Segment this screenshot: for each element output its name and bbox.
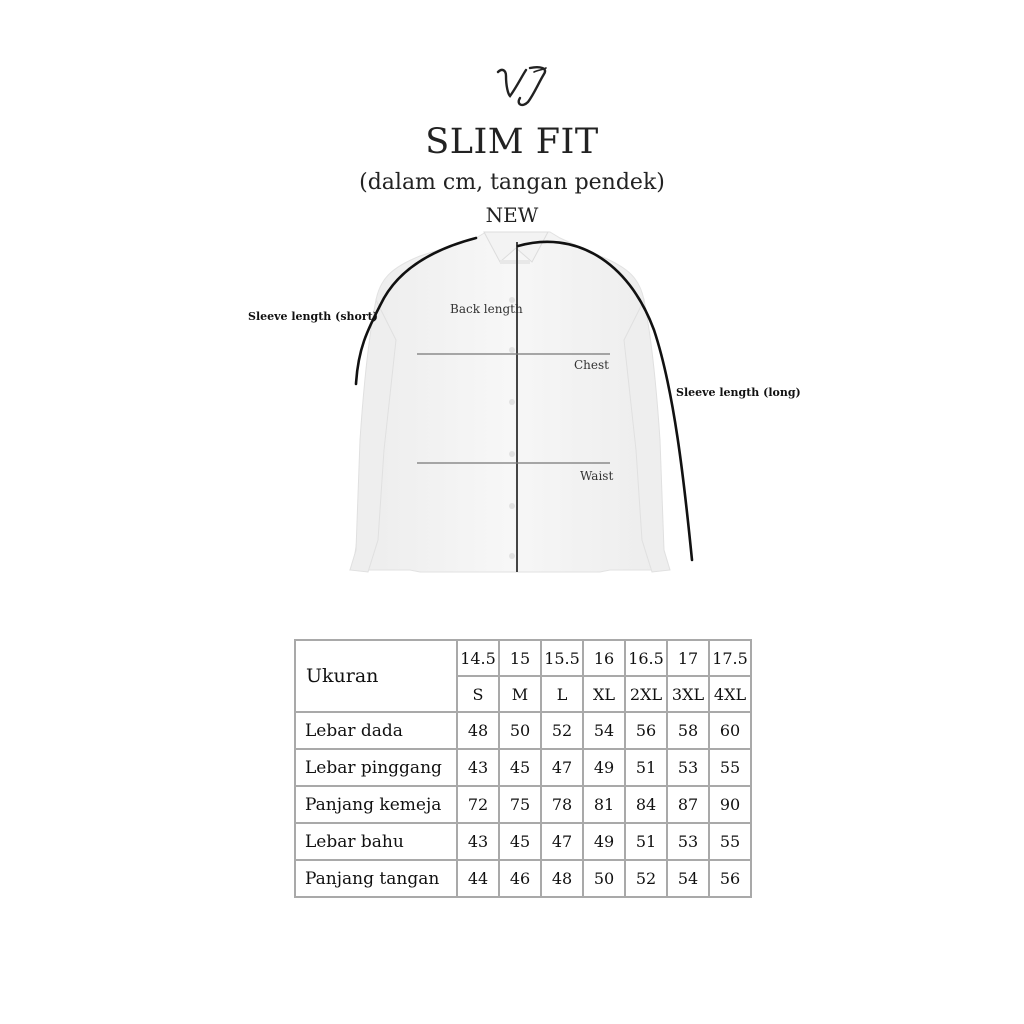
table-cell: 75 [499, 786, 541, 823]
table-cell: 52 [625, 860, 667, 897]
letter-size-cell: S [457, 676, 499, 712]
table-cell: 56 [709, 860, 751, 897]
table-cell: 50 [499, 712, 541, 749]
table-cell: 44 [457, 860, 499, 897]
collar-size-cell: 17.5 [709, 640, 751, 676]
table-cell: 47 [541, 823, 583, 860]
table-cell: 60 [709, 712, 751, 749]
chest-label: Chest [574, 358, 609, 372]
waist-label: Waist [580, 469, 614, 483]
table-cell: 45 [499, 823, 541, 860]
table-cell: 46 [499, 860, 541, 897]
table-cell: 50 [583, 860, 625, 897]
row-label: Panjang kemeja [295, 786, 457, 823]
table-cell: 54 [583, 712, 625, 749]
table-cell: 51 [625, 823, 667, 860]
table-cell: 90 [709, 786, 751, 823]
collar-size-cell: 16.5 [625, 640, 667, 676]
page-title: SLIM FIT [425, 122, 599, 162]
table-cell: 52 [541, 712, 583, 749]
table-cell: 45 [499, 749, 541, 786]
table-row [295, 823, 751, 860]
table-cell: 55 [709, 823, 751, 860]
row-label: Panjang tangan [295, 860, 457, 897]
table-cell: 54 [667, 860, 709, 897]
new-badge: NEW [485, 203, 539, 227]
table-row [295, 786, 751, 823]
letter-size-cell: 3XL [667, 676, 709, 712]
table-cell: 48 [457, 712, 499, 749]
table-cell: 58 [667, 712, 709, 749]
table-cell: 56 [625, 712, 667, 749]
table-header-size: Ukuran [295, 640, 457, 712]
shirt-measurement-diagram [0, 220, 1024, 590]
table-row [295, 749, 751, 786]
table-cell: 51 [625, 749, 667, 786]
letter-size-cell: 2XL [625, 676, 667, 712]
letter-size-cell: L [541, 676, 583, 712]
size-chart-table [294, 639, 752, 898]
sleeve-length-short-label: Sleeve length (short) [248, 310, 378, 323]
table-cell: 49 [583, 749, 625, 786]
letter-size-cell: 4XL [709, 676, 751, 712]
page-subtitle: (dalam cm, tangan pendek) [359, 170, 665, 195]
table-cell: 81 [583, 786, 625, 823]
back-length-label: Back length [450, 302, 523, 316]
table-cell: 43 [457, 749, 499, 786]
letter-size-cell: XL [583, 676, 625, 712]
collar-size-cell: 15.5 [541, 640, 583, 676]
letter-size-cell: M [499, 676, 541, 712]
table-row-collar-sizes [295, 640, 751, 676]
table-cell: 49 [583, 823, 625, 860]
table-cell: 53 [667, 823, 709, 860]
row-label: Lebar dada [295, 712, 457, 749]
table-cell: 53 [667, 749, 709, 786]
vj-monogram-logo-icon [490, 58, 560, 110]
collar-size-cell: 15 [499, 640, 541, 676]
table-cell: 87 [667, 786, 709, 823]
collar-size-cell: 14.5 [457, 640, 499, 676]
table-row [295, 712, 751, 749]
table-row [295, 860, 751, 897]
collar-size-cell: 17 [667, 640, 709, 676]
table-cell: 55 [709, 749, 751, 786]
sleeve-length-long-label: Sleeve length (long) [676, 386, 801, 399]
table-cell: 72 [457, 786, 499, 823]
collar-size-cell: 16 [583, 640, 625, 676]
row-label: Lebar bahu [295, 823, 457, 860]
table-cell: 43 [457, 823, 499, 860]
table-cell: 48 [541, 860, 583, 897]
table-cell: 47 [541, 749, 583, 786]
white-shirt-illustration-icon [0, 220, 1024, 590]
table-cell: 84 [625, 786, 667, 823]
row-label: Lebar pinggang [295, 749, 457, 786]
table-cell: 78 [541, 786, 583, 823]
